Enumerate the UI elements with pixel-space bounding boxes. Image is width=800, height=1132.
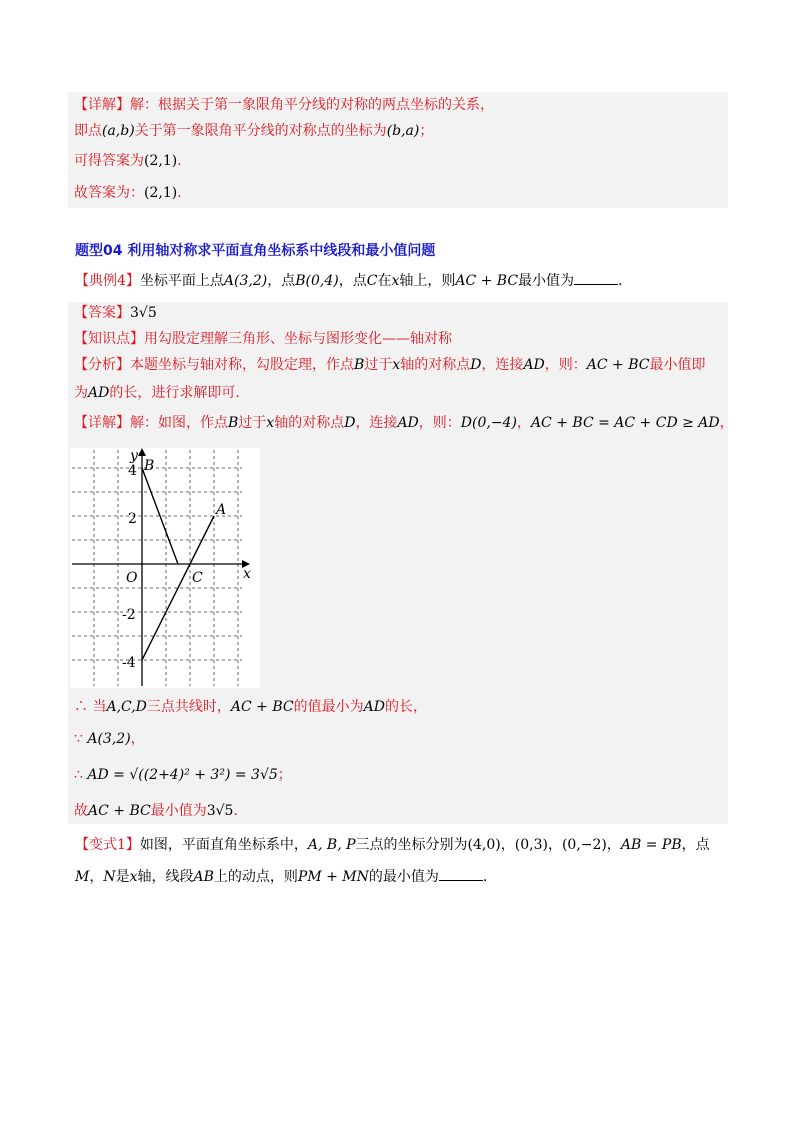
coordinate-graph <box>70 448 260 688</box>
answer-value: 3√5 <box>130 305 157 321</box>
text: ∵ <box>74 731 88 747</box>
text: ， <box>719 415 734 431</box>
text: 三点的坐标分别为 <box>355 837 468 853</box>
text: 上的动点，则 <box>213 869 298 885</box>
text: ， <box>500 837 515 853</box>
analysis-tag: 【分析】 <box>74 357 130 373</box>
math-point: (a,b) <box>102 123 135 139</box>
text: ，则： <box>418 415 461 431</box>
text: ，连接 <box>481 357 524 373</box>
text: ，点 <box>681 837 710 853</box>
math: D <box>344 415 356 431</box>
math: AD <box>397 415 419 431</box>
detail-line-3 <box>74 150 182 172</box>
text: 是 <box>115 869 130 885</box>
math: A(3,2) <box>223 273 268 289</box>
graph-background <box>70 448 260 688</box>
text: 解：如图，作点 <box>130 415 228 431</box>
text: 坐标平面上点 <box>139 273 224 289</box>
text: 最小值为 <box>518 273 575 289</box>
point-c-label: C <box>192 570 203 586</box>
math: AD = √((2+4)² + 3²) = 3√5 <box>87 767 278 783</box>
answer-blank <box>439 868 483 881</box>
math: AD <box>523 357 545 373</box>
tick-label-neg2: -2 <box>122 607 136 623</box>
step-line-4 <box>74 800 238 822</box>
text: 的长，进行求解即可. <box>109 385 240 401</box>
origin-label: O <box>126 570 138 586</box>
text: ，连接 <box>355 415 398 431</box>
math: A, B, P <box>307 837 356 853</box>
x-axis-label: x <box>243 566 251 582</box>
knowledge-line <box>74 328 452 350</box>
detail-line-4 <box>74 182 182 204</box>
text: . <box>618 273 623 289</box>
tick-label-2: 2 <box>128 511 137 527</box>
math: AD <box>88 385 110 401</box>
text: ， <box>130 731 145 747</box>
text: ， <box>606 837 621 853</box>
math: AB <box>193 869 214 885</box>
text: ； <box>419 123 434 139</box>
step-line-2 <box>74 728 145 750</box>
text: 轴，线段 <box>137 869 194 885</box>
text: 如图，平面直角坐标系中， <box>139 837 308 853</box>
math: B <box>228 415 239 431</box>
text: . <box>177 185 182 201</box>
text: ， <box>516 415 531 431</box>
text: 最小值即 <box>649 357 706 373</box>
text: ，则： <box>544 357 587 373</box>
math: D(0,−4) <box>460 415 517 431</box>
text: ，点 <box>338 273 367 289</box>
math: (4,0) <box>467 837 501 853</box>
math: C <box>366 273 378 289</box>
math: AC + BC <box>230 699 294 715</box>
solution-panel <box>68 302 734 824</box>
text: 故答案为： <box>74 185 144 201</box>
variant-line-2 <box>75 866 487 888</box>
math-point: (b,a) <box>386 123 420 139</box>
answer-line <box>74 302 157 324</box>
math: AC + BC = AC + CD ≥ AD <box>530 415 720 431</box>
text: 为 <box>74 385 88 401</box>
math-point: (2,1) <box>144 153 178 169</box>
math: x <box>129 869 138 885</box>
detail-line-2 <box>74 120 433 142</box>
math: AC + BC <box>88 803 151 819</box>
text: 可得答案为 <box>74 153 144 169</box>
text: . <box>177 153 182 169</box>
math: A,C,D <box>106 699 147 715</box>
text: 三点共线时， <box>146 699 231 715</box>
knowledge-text: 用勾股定理解三角形、坐标与图形变化——轴对称 <box>144 331 452 347</box>
example-line <box>75 270 623 292</box>
text: 即点 <box>74 123 102 139</box>
variant-line-1 <box>75 834 710 856</box>
text: 在 <box>377 273 392 289</box>
text: 轴的对称点 <box>400 357 471 373</box>
math: B <box>354 357 365 373</box>
math: x <box>266 415 275 431</box>
section-heading: 题型04 利用轴对称求平面直角坐标系中线段和最小值问题 <box>75 243 436 259</box>
detail-text: 解：根据关于第一象限角平分线的对称的两点坐标的关系， <box>130 97 494 113</box>
math: D <box>470 357 482 373</box>
text: 的值最小为 <box>293 699 364 715</box>
math: A(3,2) <box>87 731 131 747</box>
analysis-line-1 <box>74 354 706 376</box>
detail-tag: 【详解】 <box>74 97 130 113</box>
text: ， <box>89 869 104 885</box>
text: 轴上，则 <box>399 273 456 289</box>
knowledge-tag: 【知识点】 <box>74 331 144 347</box>
math: AD <box>363 699 385 715</box>
variant-tag: 【变式1】 <box>75 837 140 853</box>
math: AC + BC <box>586 357 650 373</box>
y-axis-label: y <box>130 448 138 464</box>
text: . <box>233 803 238 819</box>
text: . <box>482 869 488 885</box>
detail2-line <box>74 412 734 434</box>
math: 3√5 <box>206 803 234 819</box>
point-a-label: A <box>216 502 227 518</box>
text: ∴ <box>74 767 88 783</box>
math: (0,−2) <box>561 837 607 853</box>
text: ， <box>547 837 562 853</box>
text: 轴的对称点 <box>274 415 345 431</box>
detail-tag: 【详解】 <box>74 415 130 431</box>
text: 的长， <box>384 699 427 715</box>
answer-tag: 【答案】 <box>74 305 130 321</box>
tick-label-4: 4 <box>128 463 137 479</box>
math: AC + BC <box>455 273 519 289</box>
text: 过于 <box>238 415 267 431</box>
step-line-3 <box>74 764 292 786</box>
math: M <box>75 869 90 885</box>
math-point: (2,1) <box>144 185 178 201</box>
math: AB = PB <box>620 837 682 853</box>
text: 最小值为 <box>150 803 207 819</box>
math: (0,3) <box>514 837 548 853</box>
math: x <box>392 357 401 373</box>
math: N <box>103 869 116 885</box>
tick-label-neg4: -4 <box>122 655 136 671</box>
text: ∴ 当 <box>74 699 107 715</box>
text: ； <box>277 767 292 783</box>
text: 本题坐标与轴对称，勾股定理，作点 <box>130 357 354 373</box>
analysis-line-2 <box>74 382 240 404</box>
example-tag: 【典例4】 <box>75 273 140 289</box>
text: 过于 <box>364 357 393 373</box>
detail-line-1 <box>74 94 494 116</box>
answer-blank <box>574 272 618 285</box>
detail-panel-1 <box>68 92 728 208</box>
text: 关于第一象限角平分线的对称点的坐标为 <box>134 123 387 139</box>
math: x <box>391 273 400 289</box>
math: B(0,4) <box>295 273 339 289</box>
math: PM + MN <box>297 869 369 885</box>
text: 故 <box>74 803 88 819</box>
point-b-label: B <box>144 458 155 474</box>
text: 的最小值为 <box>368 869 439 885</box>
text: ，点 <box>267 273 296 289</box>
step-line-1 <box>74 696 427 718</box>
